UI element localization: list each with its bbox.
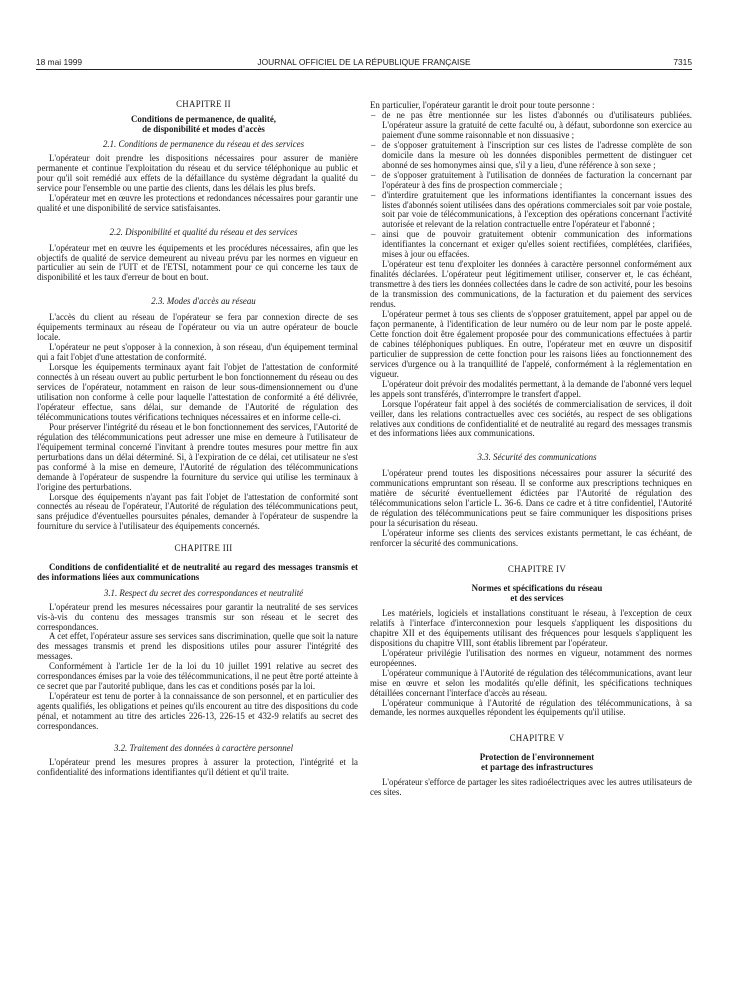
chapter-4-label: CHAPITRE IV (507, 563, 567, 574)
chapter-2-label: CHAPITRE II (176, 99, 231, 109)
paragraph: L'opérateur met en œuvre les protections et redondances nécessaires pour garantir une qualité et une disponibilité de service satisfaisantes. (37, 192, 358, 213)
section-2-1-heading: 2.1. Conditions de permanence du réseau et des services (102, 138, 305, 149)
paragraph: Lorsque les équipements terminaux ayant fait l'objet de l'attestation de conformité connectés à un réseau ouvert au public perturbent le bon fonctionnement du réseau ou des services de l'opérateur, notamment en raison de leur sous-dimensionnement ou d'une utilisation non conforme à celle pour laquelle l'attestation de conformité a été délivrée, l'opérateur effectue, sans délai, sur demande de l'Autorité de régulation des télécommunications toutes vérifications techniques nécessaires et en informe celle-ci. (37, 362, 358, 422)
section-3-2-heading: 3.2. Traitement des données à caractère personnel (113, 743, 294, 754)
list-item: – ainsi que de pouvoir gratuitement obtenir communication des informations identifiantes la concernant et exiger qu'elles soient rectifiées, complétées, clarifiées, mises à jour ou effacées. (371, 229, 692, 260)
paragraph: Lorsque des équipements n'ayant pas fait l'objet de l'attestation de conformité sont connectés au réseau de l'opérateur, l'Autorité de régulation des télécommunications peut, sans préjudice d'éventuelles poursuites pénales, demander à l'opérateur de suspendre la fourniture du service à l'utilisateur des équipements concernés. (37, 491, 358, 532)
list-item: – d'interdire gratuitement que les informations identifiantes la concernant issues des listes d'abonnés soient utilisées dans des opérations commerciales soit par voie postale, soit par voie de télécommunications, à l'exception des opérations concernant l'activité autorisée et relevant de la relation contractuelle entre l'opérateur et l'abonné ; (371, 189, 692, 230)
chapter-2-title-line1: Conditions de permanence, de qualité, (131, 113, 276, 124)
chapter-2-title-line2: de disponibilité et modes d'accès (142, 123, 265, 134)
chapter-4-title-line1: Normes et spécifications du réseau (471, 582, 603, 593)
section-3-1-heading: 3.1. Respect du secret des correspondances et neutralité (103, 587, 304, 598)
section-2-3-heading: 2.3. Modes d'accès au réseau (151, 296, 256, 307)
paragraph: Pour préserver l'intégrité du réseau et le bon fonctionnement des services, l'Autorité de régulation des télécommunications peut adresser une mise en demeure à l'utilisateur de l'équipement terminal concerné l'invitant à prendre toutes mesures pour mettre fin aux perturbations dans un délai déterminé. Si, à l'expiration de ce délai, cet utilisateur ne s'est pas conformé à la mise en demeure, l'Autorité de régulation des télécommunications demande à l'opérateur de suspendre la fourniture du service qui utilise les terminaux à l'origine des perturbations. (37, 421, 358, 492)
paragraph: A cet effet, l'opérateur assure ses services sans discrimination, quelle que soit la nature des messages transmis et prend les dispositions utiles pour assurer l'intégrité des messages. (37, 631, 358, 662)
paragraph: L'opérateur doit prévoir des modalités permettant, à la demande de l'abonné vers lequel les appels sont transférés, d'interrompre le transfert d'appel. (370, 378, 693, 399)
list-item: – de s'opposer gratuitement à l'inscription sur ces listes de l'adresse complète de son domicile dans la mesure où les données disponibles permettent de distinguer cet abonné de ses homonymes ainsi que, s'il y a lieu, d'une référence à son sexe ; (371, 139, 692, 170)
journal-title: JOURNAL OFFICIEL DE LA RÉPUBLIQUE FRANÇAISE (257, 57, 471, 67)
chapter-5-title-line2: et partage des infrastructures (481, 762, 593, 773)
paragraph: Lorsque l'opérateur fait appel à des sociétés de commercialisation de services, il doit veiller, dans les relations contractuelles avec ces sociétés, au respect de ses obligations relatives aux conditions de confidentialité et de neutralité au regard des messages transmis et des informations liées aux communications. (370, 398, 692, 439)
paragraph: L'opérateur prend les mesures nécessaires pour garantir la neutralité de ses services vis-à-vis du contenu des messages transmis sur son réseau et le secret des correspondances. (37, 601, 358, 632)
list-item: – de s'opposer gratuitement à l'utilisation de données de facturation la concernant par l'opérateur à des fins de prospection commerciale ; (371, 169, 692, 190)
paragraph: L'opérateur ne peut s'opposer à la connexion, à son réseau, d'un équipement terminal qui a fait l'objet d'une attestation de conformité. (37, 342, 358, 363)
header-rule (36, 69, 692, 70)
paragraph: En particulier, l'opérateur garantit le droit pour toute personne : (370, 100, 595, 110)
right-column (370, 101, 692, 798)
header-date: 18 mai 1999 (36, 57, 83, 67)
paragraph: Conformément à l'article 1er de la loi du 10 juillet 1991 relative au secret des correspondances émises par la voie des télécommunications, il ne peut être porté atteinte à ce secret que par l'autorité publique, dans les cas et conditions posés par la loi. (37, 661, 358, 692)
chapter-4-title-line2: et des services (510, 592, 564, 603)
paragraph: Les matériels, logiciels et installations constituant le réseau, à l'exception de ceux relatifs à l'interface d'interconnexion pour lesquels s'appliquent les dispositions du chapitre XII et des équipements utilisant des fréquences pour lesquels s'appliquent les dispositions du chapitre VIII, sont établis librement par l'opérateur. (370, 607, 692, 648)
chapter-5-label: CHAPITRE V (509, 733, 565, 744)
chapter-3-title: Conditions de confidentialité et de neutralité au regard des messages transmis et des informations liées aux communications (37, 562, 358, 583)
paragraph: L'opérateur permet à tous ses clients de s'opposer gratuitement, appel par appel ou de façon permanente, à l'identification de leur numéro ou de leur nom par le poste appelé. Cette fonction doit être également proposée pour des communications effectuées à partir de cabines téléphoniques publiques. En outre, l'opérateur met en œuvre un dispositif particulier de suppression de cette fonction pour les raisons liées au fonctionnement des services d'urgence ou à la tranquillité de l'appelé, conformément à la réglementation en vigueur. (370, 309, 692, 379)
paragraph: L'opérateur informe ses clients des services existants permettant, le cas échéant, de renforcer la sécurité des communications. (370, 528, 692, 549)
chapter-5-title-line1: Protection de l'environnement (479, 752, 595, 763)
paragraph: L'opérateur s'efforce de partager les sites radioélectriques avec les autres utilisateurs de ces sites. (370, 777, 692, 798)
paragraph: L'opérateur communique à l'Autorité de régulation des télécommunications, avant leur mise en œuvre et selon les modalités qu'elle définit, les spécifications techniques détaillées concernant l'interface d'accès au réseau. (370, 667, 692, 698)
section-2-2-heading: 2.2. Disponibilité et qualité du réseau et des services (109, 226, 298, 237)
paragraph: L'opérateur doit prendre les dispositions nécessaires pour assurer de manière permanente et continue l'exploitation du réseau et du service téléphonique au public et pour qu'il soit remédié aux effets de la défaillance du système dégradant la qualité du service pour l'ensemble ou une partie des clients, dans les délais les plus brefs. (37, 152, 358, 193)
left-column (37, 100, 358, 778)
section-3-3-heading: 3.3. Sécurité des communications (477, 452, 597, 463)
chapter-3-label: CHAPITRE III (174, 543, 233, 554)
paragraph: L'opérateur communique à l'Autorité de régulation des télécommunications, à sa demande, les normes auxquelles répondent les équipements qu'il utilise. (370, 697, 692, 718)
rights-list (370, 111, 692, 260)
paragraph: L'opérateur prend les mesures propres à assurer la protection, l'intégrité et la confidentialité des informations identifiantes qu'il détient et qu'il traite. (37, 756, 358, 777)
paragraph: L'opérateur est tenu d'exploiter les données à caractère personnel conformément aux finalités déclarées. L'opérateur peut légitimement utiliser, conserver et, le cas échéant, transmettre à des tiers les données collectées dans le cadre de son activité, pour les besoins de la transmission des communications, de la facturation et du paiement des services rendus. (370, 259, 692, 310)
list-item: – de ne pas être mentionnée sur les listes d'abonnés ou d'utilisateurs publiées. L'opérateur assure la gratuité de cette faculté ou, à défaut, subordonne son exercice au paiement d'une somme raisonnable et non dissuasive ; (371, 109, 692, 140)
paragraph: L'opérateur est tenu de porter à la connaissance de son personnel, et en particulier des agents qualifiés, les obligations et peines qu'ils encourent au titre des dispositions du code pénal, et notamment au titre des articles 226-13, 226-15 et 432-9 relatifs au secret des correspondances. (37, 691, 358, 732)
paragraph: L'opérateur prend toutes les dispositions nécessaires pour assurer la sécurité des communications empruntant son réseau. Il se conforme aux prescriptions techniques en matière de sécurité éventuellement édictées par l'Autorité de régulation des télécommunications selon l'article L. 36-6. Dans ce cadre et à titre confidentiel, l'Autorité de régulation des télécommunications peut se faire communiquer les dispositions prises pour la sécurisation du réseau. (370, 468, 692, 529)
page-number: 7315 (673, 57, 692, 67)
paragraph: L'opérateur met en œuvre les équipements et les procédures nécessaires, afin que les objectifs de qualité de service demeurent au niveau prévu par les normes en vigueur en particulier au sein de l'UIT et de l'ETSI, notamment pour ce qui concerne les taux de disponibilité et les taux d'erreur de bout en bout. (37, 242, 358, 283)
paragraph: L'opérateur privilégie l'utilisation des normes en vigueur, notamment des normes européennes. (370, 647, 692, 668)
paragraph: L'accès du client au réseau de l'opérateur se fera par connexion directe de ses équipements terminaux au réseau de l'opérateur ou via un autre opérateur de boucle locale. (37, 312, 358, 343)
